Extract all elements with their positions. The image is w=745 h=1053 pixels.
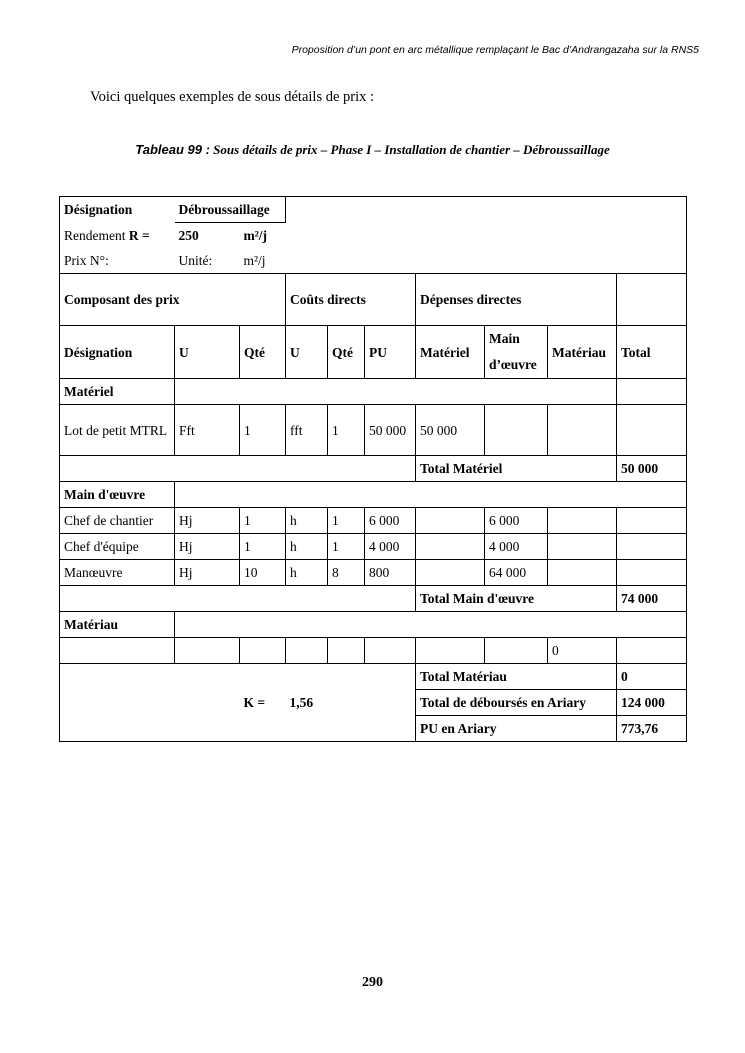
cell-main-oeuvre: 64 000 [485,560,548,586]
cell-pu: 4 000 [365,534,416,560]
row-total-debourses [60,690,687,716]
prix-label: Prix N°: [60,248,175,274]
cell-designation: Chef de chantier [60,508,175,534]
group-composant: Composant des prix [60,274,286,326]
cell-designation: Chef d'équipe [60,534,175,560]
pu-ariary-value: 773,76 [617,716,687,742]
price-detail-table [59,196,687,742]
col-qte2: Qté [328,326,365,379]
unite-label: Unité: [175,248,240,274]
cell-qte2: 1 [328,534,365,560]
cell-materiel: 50 000 [416,405,485,456]
cell-qte1: 1 [240,534,286,560]
table-row [60,508,687,534]
group-depenses-directes: Dépenses directes [416,274,617,326]
cell-qte2: 1 [328,508,365,534]
table-row [60,638,687,664]
col-materiau: Matériau [548,326,617,379]
cell-qte2: 8 [328,560,365,586]
cell-main-oeuvre: 4 000 [485,534,548,560]
cell-qte2: 1 [328,405,365,456]
pu-ariary-label: PU en Ariary [416,716,617,742]
row-prix-unite [60,248,687,274]
section-main-oeuvre-label: Main d'œuvre [60,482,175,508]
cell-qte1: 1 [240,508,286,534]
page-number: 290 [362,975,383,990]
section-materiau [60,612,687,638]
k-value: 1,56 [289,695,314,710]
cell-materiau: 0 [548,638,617,664]
row-rendement [60,223,687,249]
section-materiel [60,379,687,405]
unite-value: m²/j [240,248,286,274]
row-column-headers [60,326,687,379]
designation-value: Débroussaillage [175,197,286,223]
total-main-oeuvre-label: Total Main d'œuvre [416,586,617,612]
cell-u2: h [286,560,328,586]
total-materiel-value: 50 000 [617,456,687,482]
table-row [60,534,687,560]
row-total-materiel [60,456,687,482]
total-debourses-value: 124 000 [617,690,687,716]
intro-text: Voici quelques exemples de sous détails de prix : [90,89,375,105]
col-designation: Désignation [60,326,175,379]
table-row [60,560,687,586]
cell-designation: Manœuvre [60,560,175,586]
section-materiel-label: Matériel [60,379,175,405]
table-caption-text: Sous détails de prix – Phase I – Installation de chantier – Débroussaillage [213,142,610,157]
row-pu-ariary [60,716,687,742]
cell-pu: 800 [365,560,416,586]
total-debourses-label: Total de déboursés en Ariary [416,690,617,716]
table-caption [0,142,745,158]
group-couts-directs: Coûts directs [286,274,416,326]
col-materiel: Matériel [416,326,485,379]
cell-pu: 50 000 [365,405,416,456]
row-group-headers [60,274,687,326]
col-main-oeuvre: Main d’œuvre [485,326,548,379]
row-total-main-oeuvre [60,586,687,612]
running-header: Proposition d’un pont en arc métallique remplaçant le Bac d’Andrangazaha sur la RNS5 [291,44,699,56]
row-total-materiau [60,664,687,690]
cell-designation: Lot de petit MTRL [60,405,175,456]
cell-u1: Hj [175,508,240,534]
k-label: K = [243,695,266,710]
col-pu: PU [365,326,416,379]
rendement-label: Rendement R = [60,223,175,249]
cell-main-oeuvre: 6 000 [485,508,548,534]
cell-pu: 6 000 [365,508,416,534]
total-materiau-value: 0 [617,664,687,690]
col-total: Total [617,326,687,379]
cell-qte1: 10 [240,560,286,586]
section-main-oeuvre [60,482,687,508]
section-materiau-label: Matériau [60,612,175,638]
cell-u2: fft [286,405,328,456]
cell-u1: Fft [175,405,240,456]
cell-u1: Hj [175,560,240,586]
cell-u2: h [286,508,328,534]
row-designation-top [60,197,687,223]
cell-u2: h [286,534,328,560]
col-qte1: Qté [240,326,286,379]
designation-label: Désignation [60,197,175,223]
total-main-oeuvre-value: 74 000 [617,586,687,612]
cell-qte1: 1 [240,405,286,456]
rendement-unit: m²/j [243,228,268,243]
col-u1: U [175,326,240,379]
total-materiel-label: Total Matériel [416,456,617,482]
total-materiau-label: Total Matériau [416,664,617,690]
table-row [60,405,687,456]
table-caption-label: Tableau 99 : [135,142,210,157]
col-u2: U [286,326,328,379]
cell-u1: Hj [175,534,240,560]
rendement-value: 250 [178,228,199,243]
